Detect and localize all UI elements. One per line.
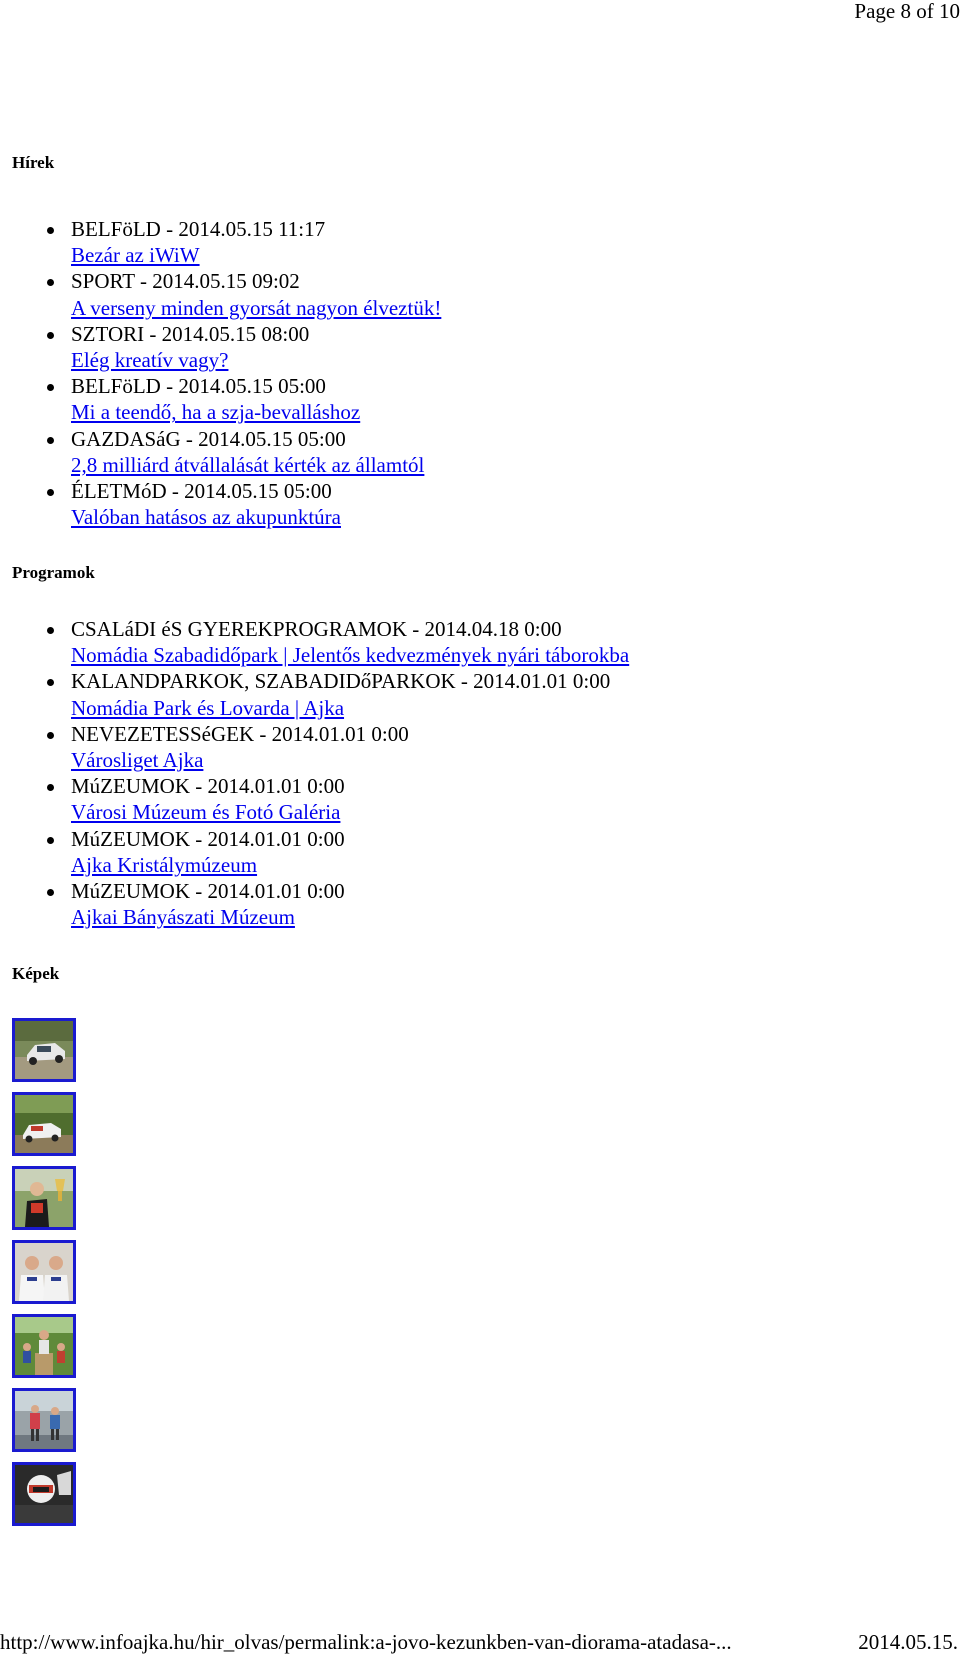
item-meta: KALANDPARKOK, SZABADIDőPARKOK - 2014.01.01 0:00 xyxy=(71,669,611,694)
item-meta: MúZEUMOK - 2014.01.01 0:00 xyxy=(71,774,345,799)
list-item xyxy=(0,721,629,773)
list-item xyxy=(0,321,441,373)
rally-driver-helmet-photo[interactable] xyxy=(12,1462,76,1526)
item-meta: GAZDASáG - 2014.05.15 05:00 xyxy=(71,426,346,451)
program-link[interactable]: Ajka Kristálymúzeum xyxy=(71,852,258,877)
list-item xyxy=(0,478,441,530)
item-meta: BELFöLD - 2014.05.15 11:17 xyxy=(71,217,326,241)
rally-car-photo[interactable] xyxy=(12,1018,76,1082)
bullet-icon xyxy=(47,437,54,444)
program-link[interactable]: Városliget Ajka xyxy=(71,748,204,773)
item-meta: SZTORI - 2014.05.15 08:00 xyxy=(71,321,310,346)
list-item xyxy=(0,373,441,425)
page-number: Page 8 of 10 xyxy=(854,0,960,23)
program-link[interactable]: Ajkai Bányászati Múzeum xyxy=(71,905,295,930)
bullet-icon xyxy=(47,384,54,391)
hirek-heading: Hírek xyxy=(12,153,55,172)
item-meta: MúZEUMOK - 2014.01.01 0:00 xyxy=(71,826,345,851)
footer-url: http://www.infoajka.hu/hir_olvas/permalink:a-jovo-kezunkben-van-diorama-atadasa-... xyxy=(0,1630,732,1654)
program-link[interactable]: Nomádia Szabadidőpark | Jelentős kedvezmények nyári táborokba xyxy=(71,643,630,668)
bullet-icon xyxy=(47,489,54,496)
footer-date: 2014.05.15. xyxy=(858,1630,958,1654)
list-item xyxy=(0,773,629,825)
podium-outdoor-photo[interactable] xyxy=(12,1314,76,1378)
bullet-icon xyxy=(47,679,54,686)
list-item xyxy=(0,268,441,320)
list-item xyxy=(0,826,629,878)
runners-photo[interactable] xyxy=(12,1388,76,1452)
news-link[interactable]: Valóban hatásos az akupunktúra xyxy=(71,505,341,530)
item-meta: ÉLETMóD - 2014.05.15 05:00 xyxy=(71,479,332,504)
item-meta: MúZEUMOK - 2014.01.01 0:00 xyxy=(71,879,345,904)
list-item xyxy=(0,216,441,268)
programok-list xyxy=(0,616,629,930)
item-meta: CSALáDI éS GYEREKPROGRAMOK - 2014.04.18 0:00 xyxy=(71,617,562,641)
news-link[interactable]: Bezár az iWiW xyxy=(71,243,200,268)
bullet-icon xyxy=(47,732,54,739)
kepek-heading: Képek xyxy=(12,964,60,983)
bullet-icon xyxy=(47,784,54,791)
programok-heading: Programok xyxy=(12,563,95,582)
list-item xyxy=(0,668,629,720)
bullet-icon xyxy=(47,279,54,286)
news-link[interactable]: Elég kreatív vagy? xyxy=(71,348,229,373)
rally-car-forest-photo[interactable] xyxy=(12,1092,76,1156)
item-meta: BELFöLD - 2014.05.15 05:00 xyxy=(71,374,326,399)
program-link[interactable]: Városi Múzeum és Fotó Galéria xyxy=(71,800,341,825)
bullet-icon xyxy=(47,227,54,234)
image-gallery xyxy=(12,1018,76,1536)
bullet-icon xyxy=(47,627,54,634)
list-item xyxy=(0,616,629,668)
program-link[interactable]: Nomádia Park és Lovarda | Ajka xyxy=(71,695,345,720)
news-link[interactable]: 2,8 milliárd átvállalását kérték az államtól xyxy=(71,452,425,477)
news-link[interactable]: Mi a teendő, ha a szja-bevalláshoz xyxy=(71,400,361,425)
bullet-icon xyxy=(47,889,54,896)
person-trophy-photo[interactable] xyxy=(12,1166,76,1230)
hirek-list xyxy=(0,216,441,530)
bullet-icon xyxy=(47,332,54,339)
list-item xyxy=(0,878,629,930)
item-meta: SPORT - 2014.05.15 09:02 xyxy=(71,269,300,294)
list-item xyxy=(0,426,441,478)
two-men-photo[interactable] xyxy=(12,1240,76,1304)
item-meta: NEVEZETESSéGEK - 2014.01.01 0:00 xyxy=(71,721,409,746)
bullet-icon xyxy=(47,837,54,844)
news-link[interactable]: A verseny minden gyorsát nagyon élveztük! xyxy=(71,295,442,320)
